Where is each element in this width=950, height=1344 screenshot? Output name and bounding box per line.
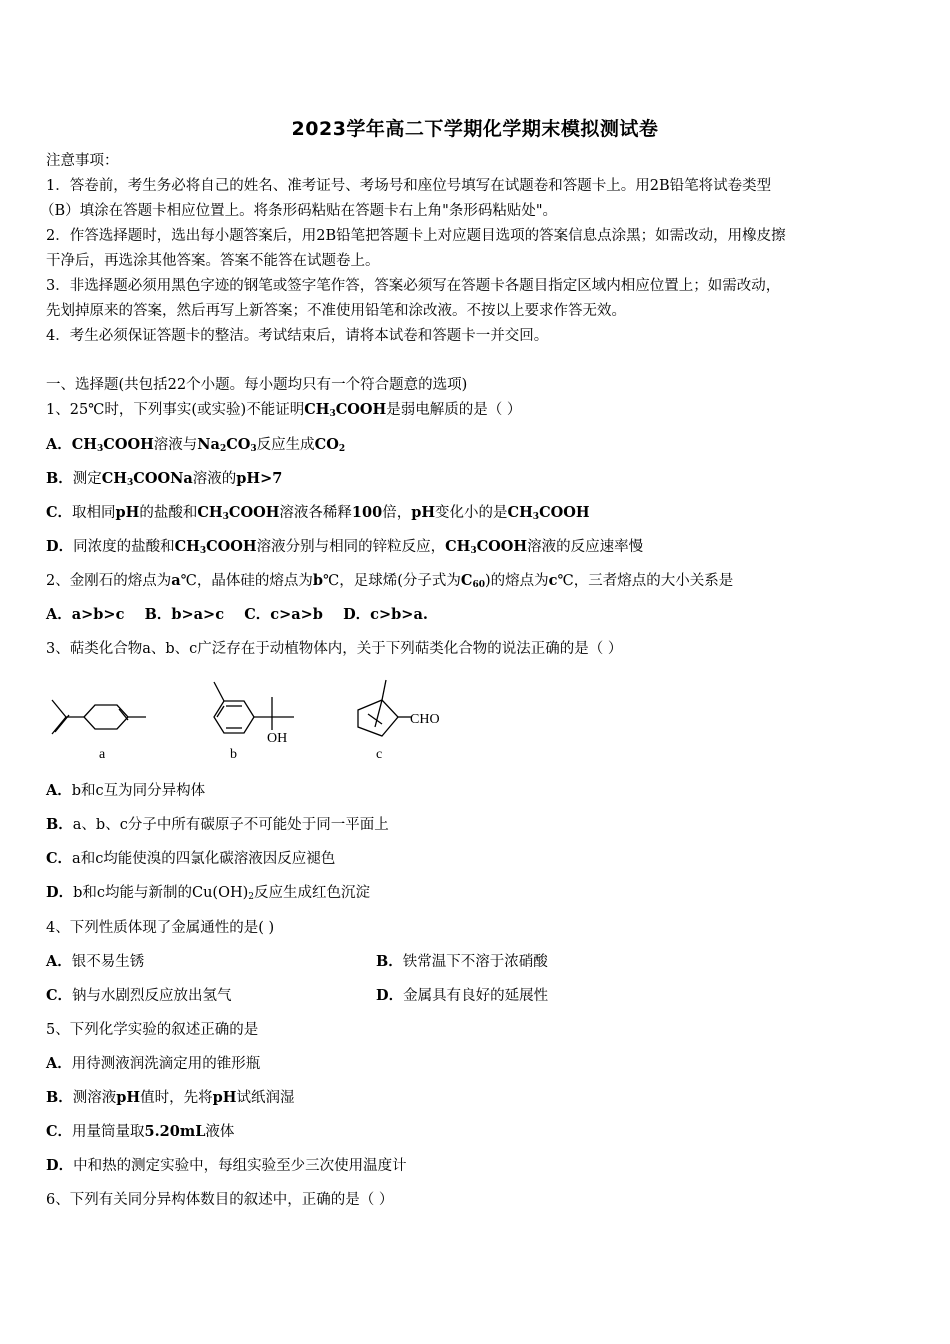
q4-option-d: D．金属具有良好的延展性	[376, 987, 549, 1004]
hydroxyl-label: OH	[267, 731, 288, 746]
notice-line-3: 2．作答选择题时，选出每小题答案后，用2B铅笔把答题卡上对应题目选项的答案信息点涂黑；如需改动，用橡皮擦	[46, 228, 786, 244]
q4-stem: 4、下列性质体现了金属通性的是( )	[46, 920, 275, 936]
q3-option-a: A．b和c互为同分异构体	[46, 782, 206, 799]
notice-line-7: 4．考生必须保证答题卡的整洁。考试结束后，请将本试卷和答题卡一并交回。	[46, 328, 549, 344]
notice-line-4: 干净后，再选涂其他答案。答案不能答在试题卷上。	[46, 253, 380, 269]
q3-stem: 3、萜类化合物a、b、c广泛存在于动植物体内，关于下列萜类化合物的说法正确的是（ ）	[46, 641, 623, 657]
q5-option-b: B．测溶液pH值时，先将pH试纸润湿	[46, 1089, 295, 1106]
q1-option-d: D．同浓度的盐酸和$CH_3COOH$溶液分别与相同的锌粒反应，$CH_3COOH$溶液的反应速率慢	[46, 538, 644, 556]
q1-option-c: C．取相同pH的盐酸和$CH_3COOH$溶液各稀释100倍，pH变化小的是$CH_3COOH$	[46, 504, 590, 522]
structure-label-b: b	[230, 747, 237, 762]
q5-option-d: D．中和热的测定实验中，每组实验至少三次使用温度计	[46, 1157, 407, 1174]
notice-line-1: 1．答卷前，考生务必将自己的姓名、准考证号、考场号和座位号填写在试题卷和答题卡上。用2B铅笔将试卷类型	[46, 178, 772, 194]
q4-option-c: C．钠与水剧烈反应放出氢气	[46, 987, 232, 1004]
aldehyde-label: CHO	[410, 712, 440, 727]
notice-line-5: 3．非选择题必须用黑色字迹的钢笔或签字笔作答，答案必须写在答题卡各题目指定区域内相应位置上；如需改动，	[46, 278, 781, 294]
q3-option-c: C．a和c均能使溴的四氯化碳溶液因反应褪色	[46, 850, 336, 867]
structure-c	[358, 680, 412, 736]
notice-heading: 注意事项：	[46, 153, 119, 169]
q6-stem: 6、下列有关同分异构体数目的叙述中，正确的是（ ）	[46, 1192, 394, 1208]
q4-option-a: A．银不易生锈	[46, 953, 145, 970]
q3-option-b: B．a、b、c分子中所有碳原子不可能处于同一平面上	[46, 816, 389, 833]
structure-a	[52, 700, 146, 734]
page-title: 2023学年高二下学期化学期末模拟测试卷	[291, 118, 659, 140]
q1-option-a: A．$CH_3COOH$溶液与$Na_2CO_3$反应生成$CO_2$	[46, 436, 346, 454]
structure-label-c: c	[376, 747, 383, 762]
notice-line-6: 先划掉原来的答案，然后再写上新答案；不准使用铅笔和涂改液。不按以上要求作答无效。	[46, 303, 626, 319]
structure-label-a: a	[99, 747, 106, 762]
q5-stem: 5、下列化学实验的叙述正确的是	[46, 1022, 259, 1038]
q5-option-a: A．用待测液润洗滴定用的锥形瓶	[46, 1055, 261, 1072]
q3-option-d: D．b和c均能与新制的$Cu(OH)_2$反应生成红色沉淀	[46, 884, 370, 902]
structure-b	[214, 682, 294, 733]
notice-line-2: （B）填涂在答题卡相应位置上。将条形码粘贴在答题卡右上角"条形码粘贴处"。	[40, 203, 557, 219]
structure-diagram	[40, 672, 460, 772]
q2-stem: 2、金刚石的熔点为a℃，晶体硅的熔点为b℃，足球烯(分子式为$C_{60}$)的熔点为c℃，三者熔点的大小关系是	[46, 572, 734, 590]
q2-options: A．a>b>c B．b>a>c C．c>a>b D．c>b>a.	[46, 606, 428, 623]
terpene-structures	[40, 672, 460, 772]
q5-option-c: C．用量筒量取5.20mL液体	[46, 1123, 235, 1140]
q1-stem: 1、25℃时，下列事实(或实验)不能证明$CH_3COOH$是弱电解质的是（ ）	[46, 401, 522, 419]
section-heading: 一、选择题(共包括22个小题。每小题均只有一个符合题意的选项)	[46, 377, 468, 393]
q1-option-b: B．测定$CH_3COONa$溶液的pH>7	[46, 470, 283, 488]
q4-option-b: B．铁常温下不溶于浓硝酸	[376, 953, 548, 970]
